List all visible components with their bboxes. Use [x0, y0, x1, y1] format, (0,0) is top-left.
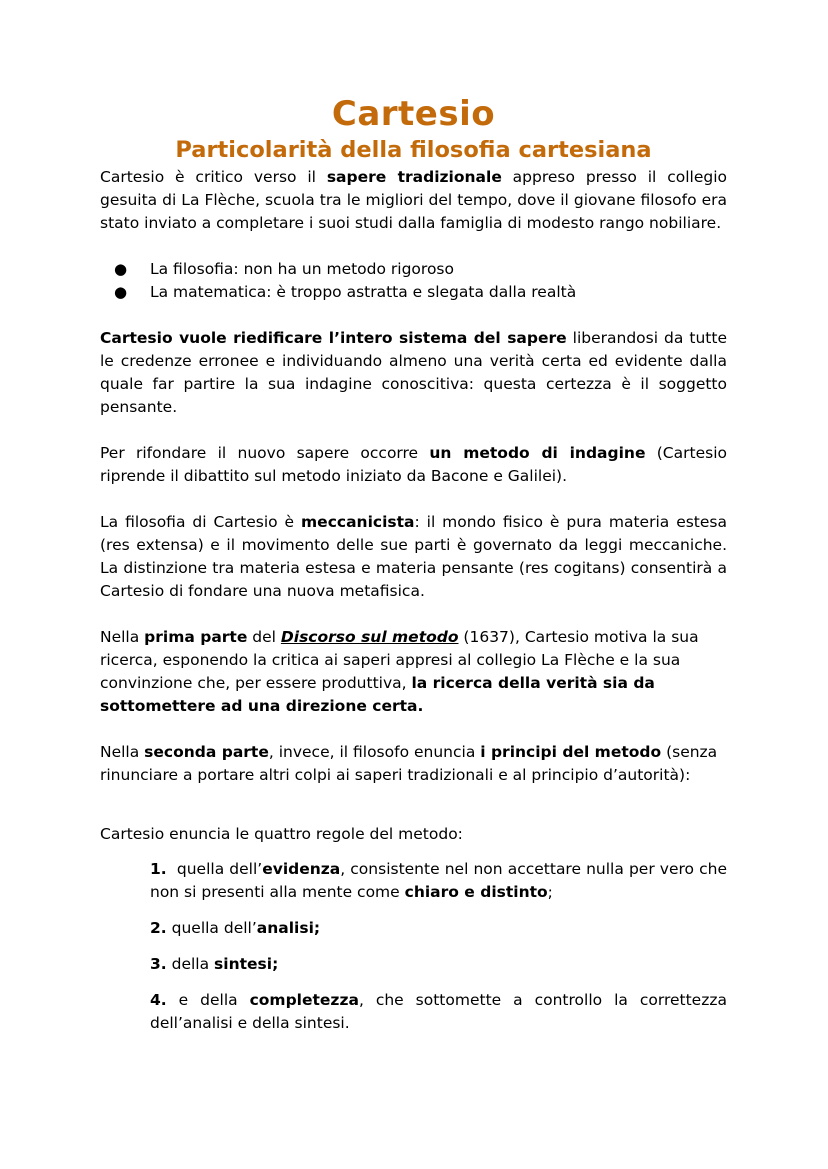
rule-text: quella dell’	[166, 919, 257, 937]
bullet-item-filosofia	[100, 258, 727, 281]
text-c: del	[247, 628, 281, 646]
spacer	[100, 488, 727, 511]
bold-analisi: analisi;	[256, 919, 321, 937]
bold-seconda-parte: seconda parte	[144, 743, 269, 761]
paragraph-metodo-indagine	[100, 442, 727, 488]
bullet-item-matematica	[100, 281, 727, 304]
paragraph-meccanicista	[100, 511, 727, 603]
text-c: (Cartesio riprende il dibattito sul metodo iniziato da Bacone e Galilei).	[100, 444, 727, 485]
bold-metodo-indagine: un metodo di indagine	[429, 444, 646, 462]
text-c: : il mondo fisico è pura materia estesa (res extensa) e il movimento delle sue parti è governato da leggi meccaniche. La distinzione tra materia estesa e materia pensante (res cogitans) consentirà a Cartesio di fondare una nuova metafisica.	[100, 513, 727, 600]
bold-completezza: completezza	[249, 991, 359, 1009]
paragraph-prima-parte	[100, 626, 727, 718]
rule-text: , che sottomette a controllo la correttezza dell’analisi e della sintesi.	[150, 991, 727, 1032]
rule-text: , consistente nel non accettare nulla per vero che non si presenti alla mente come	[150, 860, 727, 901]
bullet-text: La matematica: è troppo astratta e slegata dalla realtà	[150, 283, 577, 301]
intro-bold-sapere: sapere tradizionale	[326, 168, 502, 186]
rule-number: 1.	[150, 860, 167, 878]
rule-number: 3.	[150, 955, 167, 973]
bold-prima-parte: prima parte	[144, 628, 248, 646]
rule-sintesi	[150, 953, 727, 976]
spacer	[100, 235, 727, 258]
spacer	[100, 846, 727, 858]
rule-text: quella dell’	[166, 860, 263, 878]
rule-number: 4.	[150, 991, 167, 1009]
document-page	[100, 92, 727, 1048]
text-a: La filosofia di Cartesio è	[100, 513, 302, 531]
bold-sintesi: sintesi;	[214, 955, 279, 973]
bullet-dot-icon: ●	[114, 260, 128, 278]
bold-riedificare: Cartesio vuole riedificare l’intero sistema del sapere	[100, 329, 567, 347]
rule-number: 2.	[150, 919, 167, 937]
rule-analisi	[150, 917, 727, 940]
spacer	[100, 787, 727, 823]
bold-evidenza: evidenza	[262, 860, 341, 878]
bullet-text: La filosofia: non ha un metodo rigoroso	[150, 260, 454, 278]
rule-evidenza	[150, 858, 727, 904]
page-subtitle: Particolarità della filosofia cartesiana	[175, 137, 652, 163]
rule-text: e della	[166, 991, 250, 1009]
rules-list	[100, 858, 727, 1035]
intro-text-c: appreso presso il collegio gesuita di La Flèche, scuola tra le migliori del tempo, dove il giovane filosofo era stato inviato a completare i suoi studi dalla famiglia di modesto rango nobiliare.	[100, 168, 727, 232]
intro-paragraph	[100, 166, 727, 235]
paragraph-seconda-parte	[100, 741, 727, 787]
spacer	[100, 718, 727, 741]
bullet-dot-icon: ●	[114, 283, 128, 301]
text-a: Per rifondare il nuovo sapere occorre	[100, 444, 430, 462]
paragraph-riedificare	[100, 327, 727, 419]
text-e: (1637), Cartesio motiva la sua ricerca, esponendo la critica ai saperi appresi al collegio La Flèche e la sua convinzione che, per essere produttiva,	[100, 628, 699, 692]
rule-text: della	[166, 955, 215, 973]
spacer	[100, 603, 727, 626]
text-a: Nella	[100, 743, 145, 761]
bold-chiaro-distinto: chiaro e distinto	[404, 883, 548, 901]
page-title: Cartesio	[331, 94, 496, 134]
text-a: Nella	[100, 628, 145, 646]
bold-ricerca-verita: la ricerca della verità sia da sottomettere ad una direzione certa.	[100, 674, 655, 715]
bold-meccanicista: meccanicista	[301, 513, 415, 531]
text-e: (senza rinunciare a portare altri colpi ai saperi tradizionali e al principio d’autorità):	[100, 743, 718, 784]
spacer	[100, 419, 727, 442]
book-title-discorso: Discorso sul metodo	[280, 628, 459, 646]
rules-intro: Cartesio enuncia le quattro regole del metodo:	[100, 825, 463, 843]
bold-principi-metodo: i principi del metodo	[480, 743, 662, 761]
spacer	[100, 304, 727, 327]
rule-completezza	[150, 989, 727, 1035]
text-c: , invece, il filosofo enuncia	[268, 743, 481, 761]
text-riedificare: liberandosi da tutte le credenze erronee e individuando almeno una verità certa ed evidente dalla quale far partire la sua indagine conoscitiva: questa certezza è il soggetto pensante.	[100, 329, 727, 416]
rule-text: ;	[547, 883, 553, 901]
bullet-list	[100, 258, 727, 304]
intro-text-a: Cartesio è critico verso il	[100, 168, 327, 186]
